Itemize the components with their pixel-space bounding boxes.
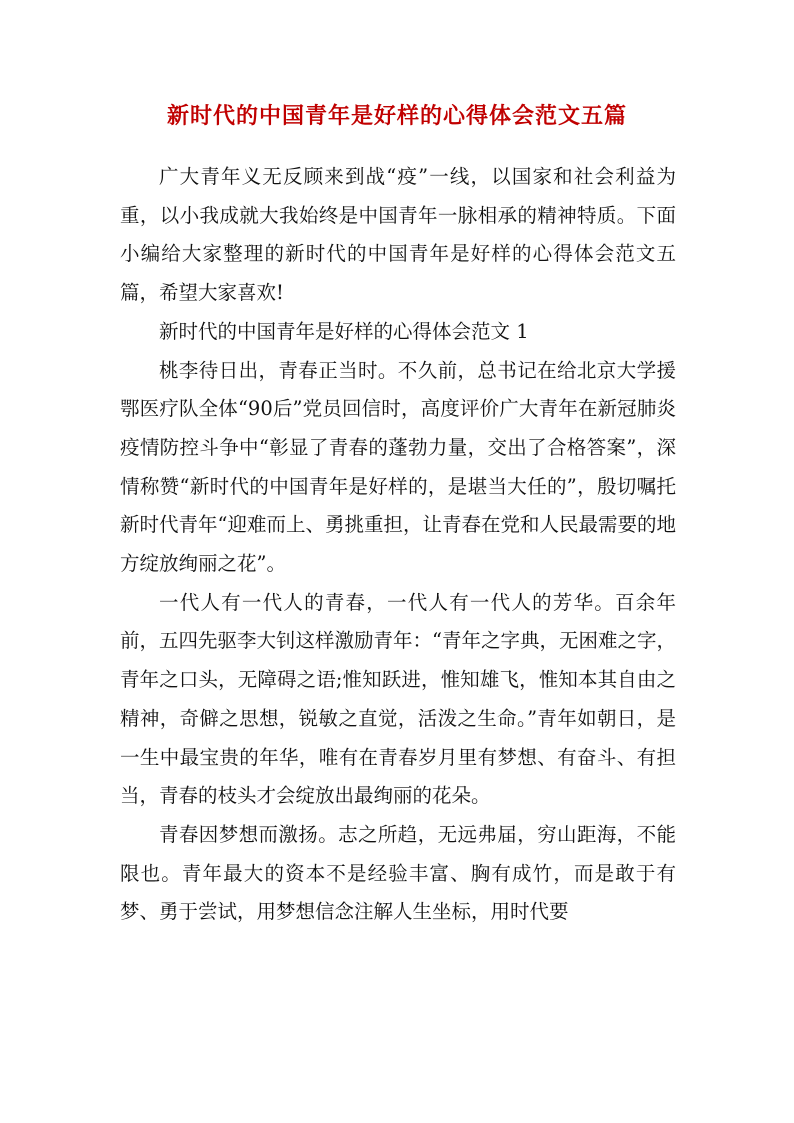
- document-body: [120, 158, 676, 932]
- paragraph: 青春因梦想而激扬。志之所趋，无远弗届，穷山距海，不能限也。青年最大的资本不是经验丰富、胸有成竹，而是敢于有梦、勇于尝试，用梦想信念注解人生坐标，用时代要: [120, 822, 676, 924]
- document-title: 新时代的中国青年是好样的心得体会范文五篇: [166, 103, 627, 129]
- paragraph: 桃李待日出，青春正当时。不久前，总书记在给北京大学援鄂医疗队全体“90后”党员回信时，高度评价广大青年在新冠肺炎疫情防控斗争中“彰显了青春的蓬勃力量，交出了合格答案”，深情称赞“新时代的中国青年是好样的，是堪当大任的”，殷切嘱托新时代青年“迎难而上、勇挑重担，让青春在党和人民最需要的地方绽放绚丽之花”。: [120, 358, 676, 576]
- paragraph-intro: 广大青年义无反顾来到战“疫”一线，以国家和社会利益为重，以小我成就大我始终是中国青年一脉相承的精神特质。下面小编给大家整理的新时代的中国青年是好样的心得体会范文五篇，希望大家喜欢!: [120, 165, 676, 305]
- section-heading: 新时代的中国青年是好样的心得体会范文 1: [159, 319, 529, 343]
- paragraph: 一代人有一代人的青春，一代人有一代人的芳华。百余年前，五四先驱李大钊这样激励青年：“青年之字典，无困难之字，青年之口头，无障碍之语;惟知跃进，惟知雄飞，惟知本其自由之精神，奇僻之思想，锐敏之直觉，活泼之生命。”青年如朝日，是一生中最宝贵的年华，唯有在青春岁月里有梦想、有奋斗、有担当，青春的枝头才会绽放出最绚丽的花朵。: [120, 590, 676, 808]
